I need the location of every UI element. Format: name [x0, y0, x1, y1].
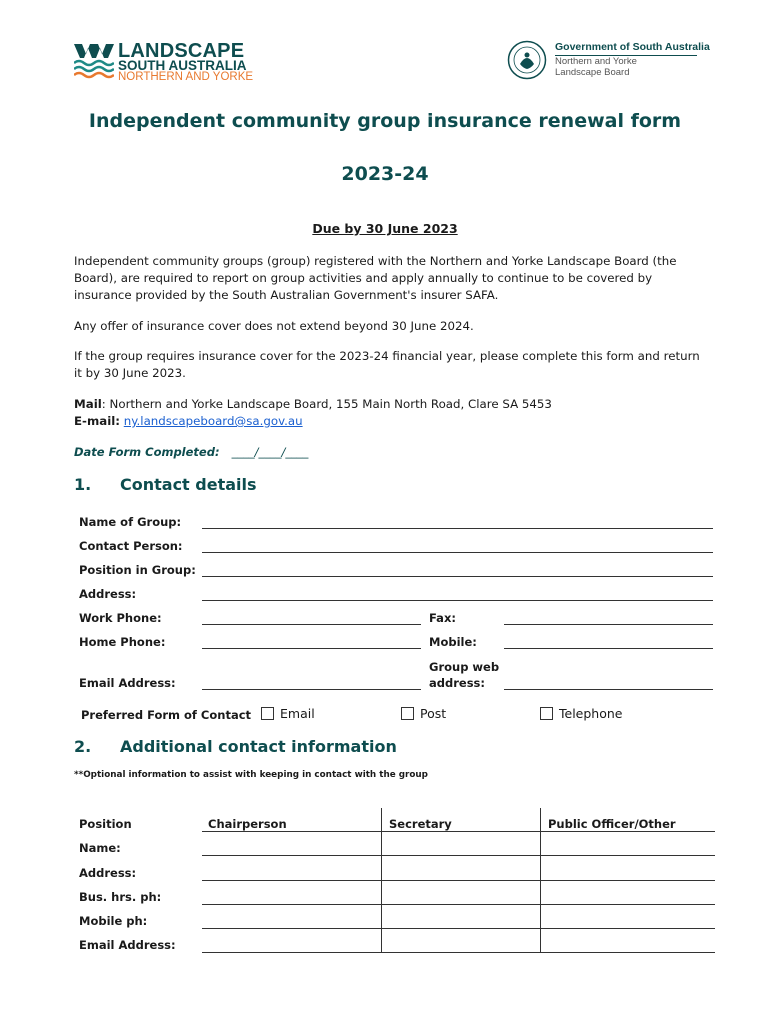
group-web-label-line1: Group web	[429, 660, 500, 674]
table-row-line	[202, 928, 715, 929]
logo-text-landscape: LANDSCAPE	[118, 40, 245, 62]
table-row-name: Name:	[79, 841, 121, 855]
work-phone-field[interactable]	[202, 624, 421, 625]
due-date: Due by 30 June 2023	[312, 221, 458, 236]
form-year: 2023-24	[341, 163, 429, 185]
table-row-bus-phone: Bus. hrs. ph:	[79, 890, 162, 904]
contact-person-field[interactable]	[202, 552, 713, 553]
date-completed-field[interactable]: ____/____/____	[231, 445, 309, 459]
position-label: Position in Group:	[79, 563, 196, 577]
section-2-title: Additional contact information	[120, 737, 397, 756]
table-header-position: Position	[79, 817, 132, 831]
mobile-field[interactable]	[504, 648, 713, 649]
board-name-line2: Landscape Board	[555, 66, 630, 78]
board-name-line1: Northern and Yorke	[555, 56, 637, 67]
optional-note: **Optional information to assist with keeping in contact with the group	[74, 770, 428, 780]
section-1-heading	[74, 475, 257, 494]
table-row-email: Email Address:	[79, 938, 176, 952]
landscape-wave-icon	[74, 42, 114, 80]
section-2-heading	[74, 737, 397, 756]
address-label: Address:	[79, 587, 137, 601]
mail-address: : Northern and Yorke Landscape Board, 155 Main North Road, Clare SA 5453	[101, 397, 552, 411]
position-field[interactable]	[202, 576, 713, 577]
instructions-paragraph: If the group requires insurance cover for the 2023-24 financial year, please complete this form and return it by 30 June 2023.	[74, 349, 700, 380]
board-name-text	[555, 57, 637, 78]
preferred-contact-label: Preferred Form of Contact	[81, 708, 252, 722]
section-2-number: 2.	[74, 737, 92, 756]
logo-text-south-australia: SOUTH AUSTRALIA	[118, 58, 247, 73]
home-phone-label: Home Phone:	[79, 635, 166, 649]
email-address-field[interactable]	[202, 689, 421, 690]
checkbox-post-label: Post	[420, 706, 447, 721]
address-field[interactable]	[202, 600, 713, 601]
intro-paragraph: Independent community groups (group) registered with the Northern and Yorke Landscape Board (the Board), are required to report on group activities and apply annually to continue to be covered by insurance provided by the South Australian Government's insurer SAFA.	[74, 254, 677, 302]
sa-seal-icon	[507, 40, 547, 80]
date-completed	[74, 445, 308, 459]
contact-person-label: Contact Person:	[79, 539, 183, 553]
table-row-line	[202, 904, 715, 905]
date-completed-label: Date Form Completed:	[74, 445, 220, 459]
fax-field[interactable]	[504, 624, 713, 625]
landscape-sa-logo	[74, 40, 264, 84]
mail-line	[74, 396, 704, 413]
fax-label: Fax:	[429, 611, 456, 625]
table-row-line	[202, 880, 715, 881]
email-link[interactable]: ny.landscapeboard@sa.gov.au	[123, 414, 303, 428]
checkbox-email[interactable]	[261, 707, 274, 720]
email-address-label: Email Address:	[79, 676, 176, 690]
email-label: E-mail:	[74, 414, 121, 428]
table-row-mobile: Mobile ph:	[79, 914, 148, 928]
cover-limit-paragraph: Any offer of insurance cover does not extend beyond 30 June 2024.	[74, 319, 474, 333]
section-1-title: Contact details	[120, 475, 257, 494]
work-phone-label: Work Phone:	[79, 611, 162, 625]
table-header-secretary: Secretary	[389, 817, 452, 831]
table-row-line	[202, 855, 715, 856]
gov-sa-text: Government of South Australia	[555, 41, 710, 53]
group-name-label: Name of Group:	[79, 515, 182, 529]
government-sa-logo	[507, 40, 710, 82]
table-header-public-officer: Public Officer/Other	[548, 817, 676, 831]
table-header-chairperson: Chairperson	[208, 817, 287, 831]
group-web-label-line2: address:	[429, 676, 485, 690]
home-phone-field[interactable]	[202, 648, 421, 649]
mail-label: Mail	[74, 397, 102, 411]
mobile-label: Mobile:	[429, 635, 477, 649]
section-1-number: 1.	[74, 475, 92, 494]
table-row-address: Address:	[79, 866, 137, 880]
logo-text-northern-yorke: NORTHERN AND YORKE	[118, 71, 254, 83]
form-title: Independent community group insurance renewal form	[88, 110, 682, 132]
email-line	[74, 413, 704, 430]
group-name-field[interactable]	[202, 528, 713, 529]
checkbox-post[interactable]	[401, 707, 414, 720]
checkbox-telephone-label: Telephone	[559, 706, 623, 721]
checkbox-telephone[interactable]	[540, 707, 553, 720]
checkbox-email-label: Email	[280, 706, 315, 721]
table-row-line	[202, 952, 715, 953]
table-row-line	[202, 831, 715, 832]
group-web-field[interactable]	[504, 689, 713, 690]
